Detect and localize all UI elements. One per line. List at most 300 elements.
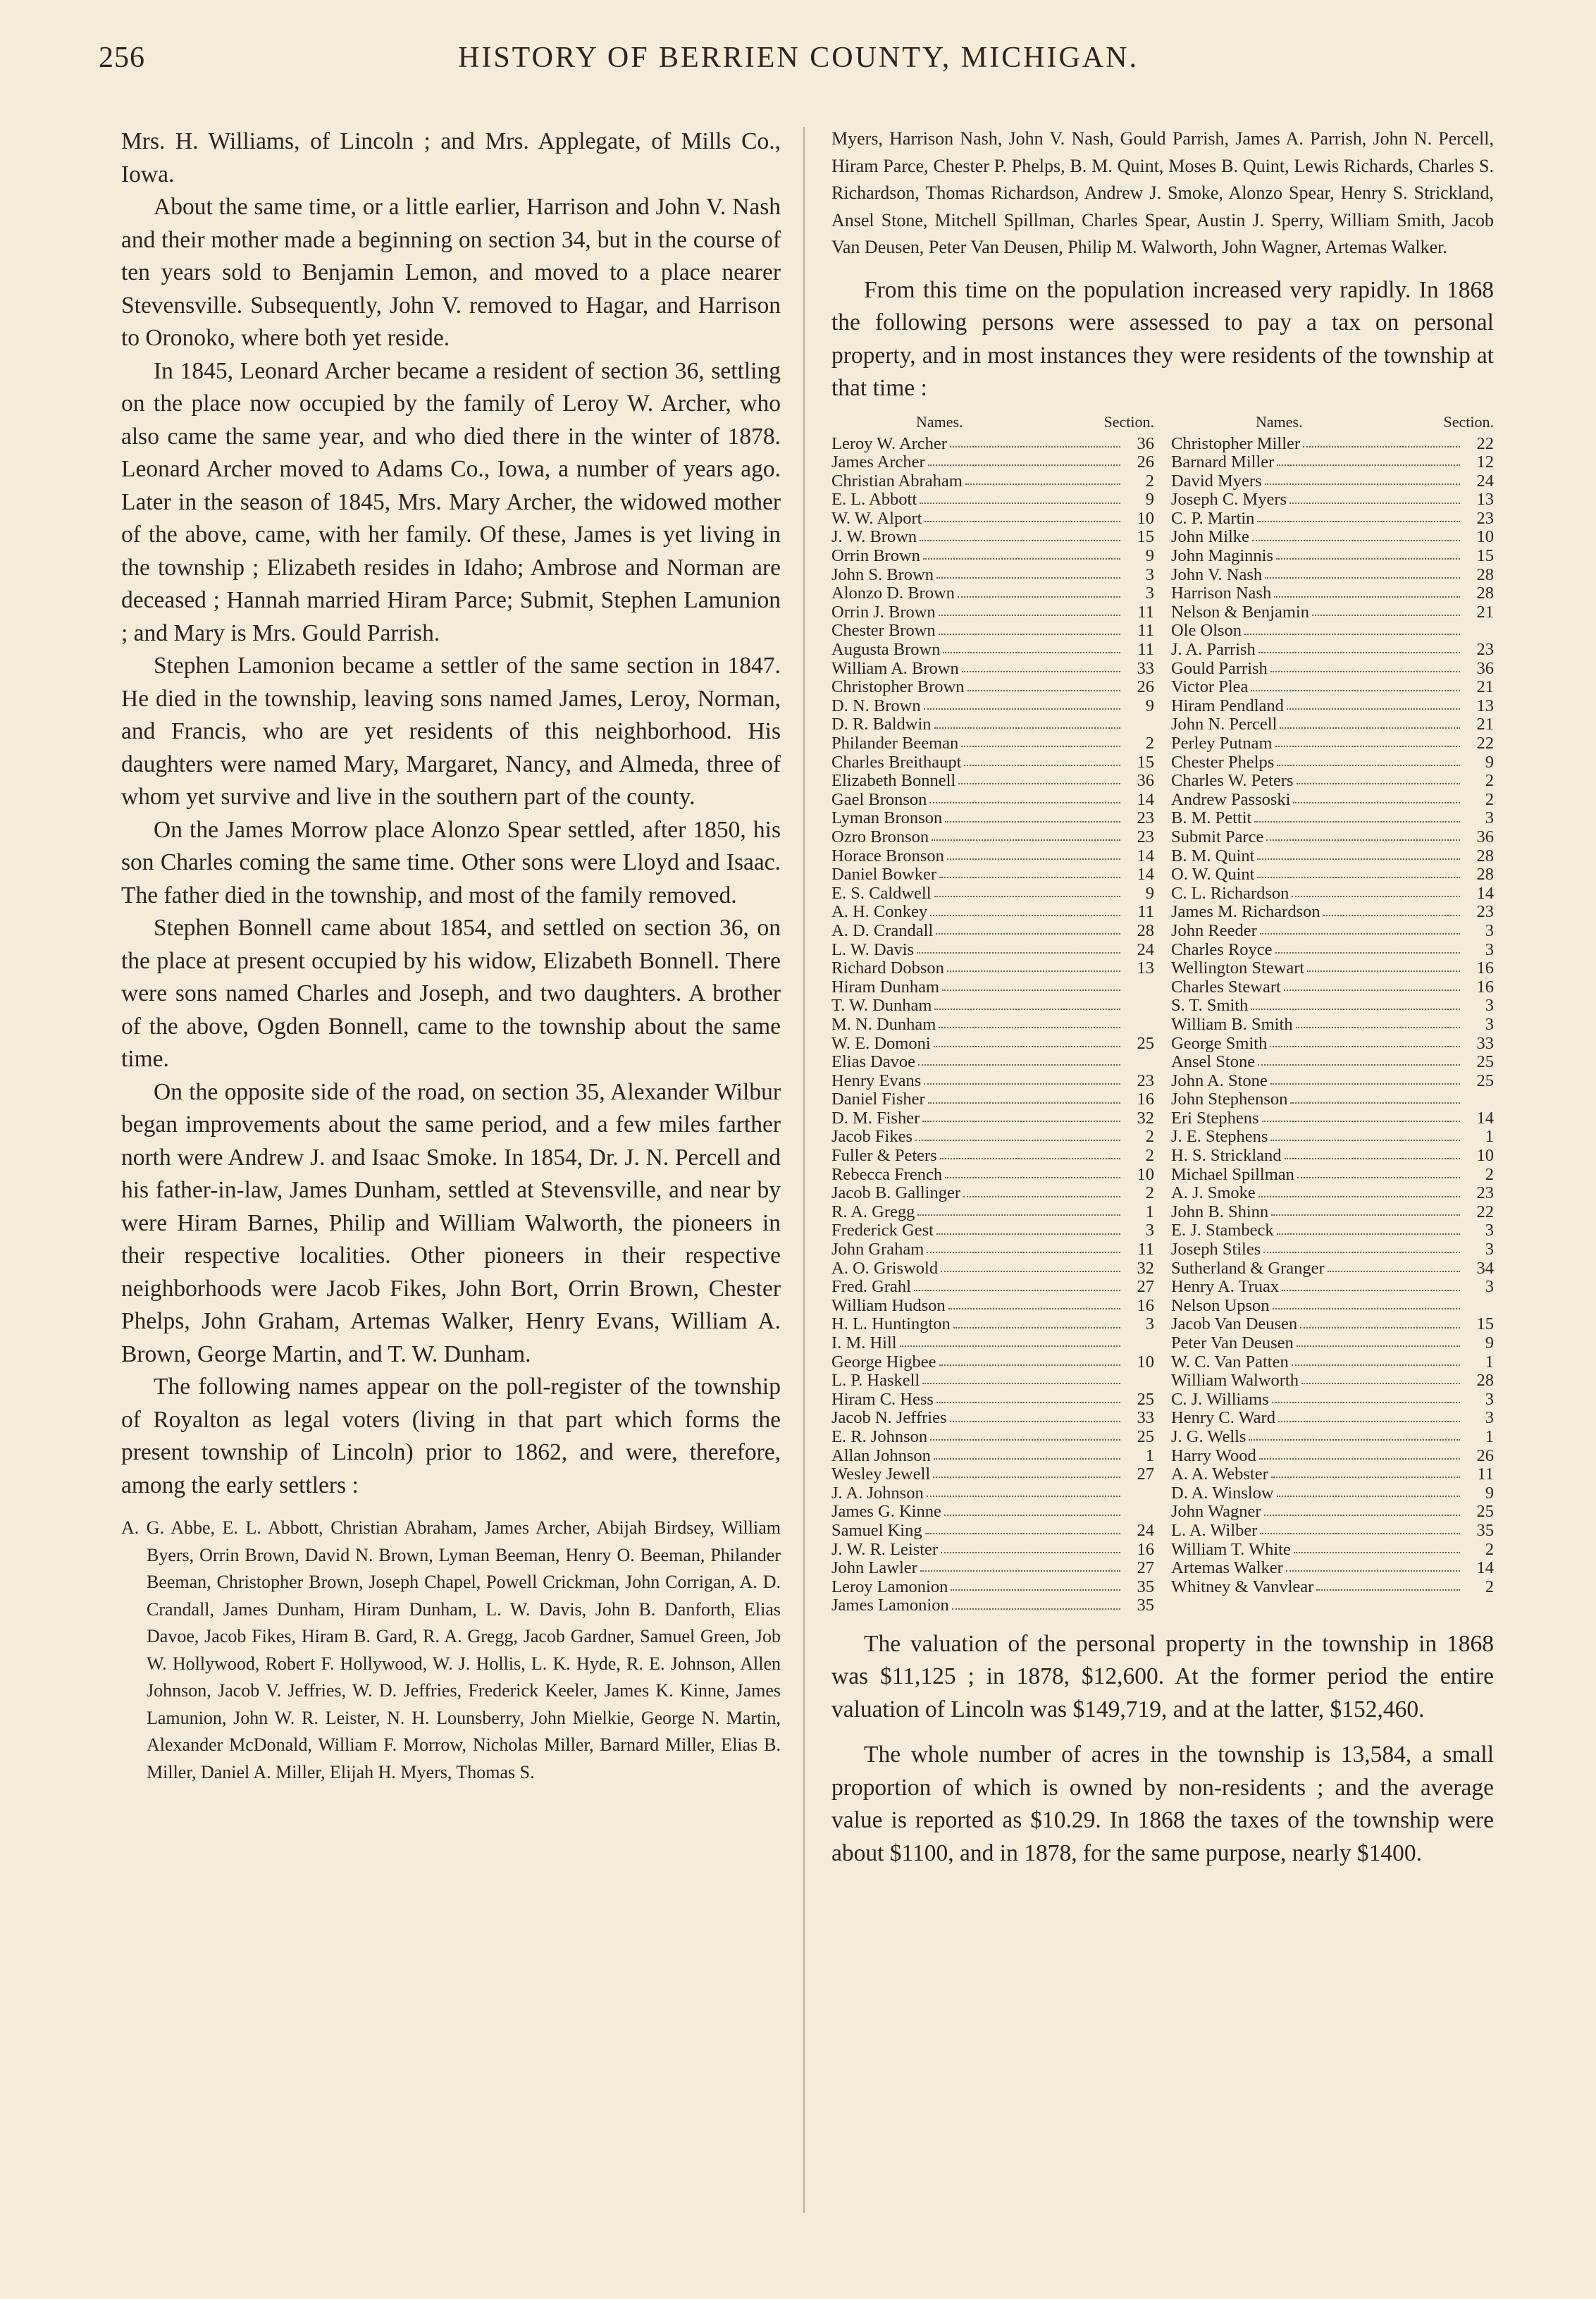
section-number: 2 [1485,789,1494,809]
section-number: 10 [1137,508,1154,528]
leader-dots [920,1570,1120,1572]
paragraph: The whole number of acres in the township is 13,584, a small proportion of which is owned by non-residents ; and the average value is reported as $10.29. In 1868 the taxes of the township were about $1100, and in 1878, for the same purpose, nearly $1400. [831,1742,1494,1866]
leader-dots [936,577,1120,579]
table-column-right [1171,411,1494,1615]
table-row [831,1221,1154,1240]
table-row [831,1072,1154,1091]
resident-name: William T. White [1171,1539,1291,1559]
table-row [831,1353,1154,1372]
leader-dots [930,1439,1120,1441]
leader-dots [1262,1121,1460,1122]
section-number: 33 [1137,658,1154,678]
section-number: 14 [1476,883,1494,903]
section-number: 16 [1476,977,1494,997]
resident-name: Charles Royce [1171,939,1273,959]
table-row [831,959,1154,978]
leader-dots [940,1158,1120,1159]
section-number: 10 [1137,1164,1154,1184]
resident-name: Artemas Walker [1171,1558,1283,1578]
resident-name: A. H. Conkey [831,902,928,922]
leader-dots [915,1140,1120,1141]
section-number: 28 [1476,1371,1494,1391]
leader-dots [945,1177,1120,1178]
resident-name: Frederick Gest [831,1221,934,1240]
table-row [1171,1240,1494,1259]
leader-dots [1271,1214,1460,1216]
resident-name: Horace Bronson [831,846,944,865]
resident-name: T. W. Dunham [831,996,932,1016]
table-row [831,528,1154,547]
section-number: 3 [1485,1014,1494,1034]
table-row [1171,959,1494,978]
leader-dots [928,1102,1120,1104]
section-number: 2 [1145,1127,1154,1147]
table-row [831,566,1154,585]
section-number: 9 [1145,490,1154,510]
leader-dots [917,1214,1120,1216]
table-row [831,1541,1154,1560]
resident-name: Hiram C. Hess [831,1389,934,1409]
tax-assessment-table [831,411,1494,1615]
paragraph: On the opposite side of the road, on section 35, Alexander Wilbur began improvements about the same period, and a few miles farther north were Andrew J. and Isaac Smoke. In 1854, Dr. J. N. Percell and his father-in-law, James Dunham, settled at Stevensville, and near by were Hiram Barnes, Philip and William Walworth, the pioneers in their respective localities. Other pioneers in their respective neighborhoods were Jacob Fikes, John Bort, Orrin Brown, Chester Phelps, John Graham, Artemas Walker, Henry Evans, William A. Brown, George Martin, and T. W. Dunham. [121,1078,781,1367]
section-number: 36 [1476,658,1494,678]
resident-name: Fred. Grahl [831,1277,911,1297]
section-number: 15 [1476,546,1494,566]
resident-name: William B. Smith [1171,1014,1293,1034]
resident-name: C. L. Richardson [1171,883,1289,903]
leader-dots [914,1290,1120,1291]
leader-dots [1260,1533,1460,1534]
leader-dots [1257,521,1460,522]
section-number: 16 [1137,1090,1154,1109]
resident-name: Henry C. Ward [1171,1408,1275,1428]
leader-dots [1292,1364,1460,1366]
leader-dots [934,727,1120,729]
leader-dots [943,652,1120,653]
leader-dots [922,1383,1120,1384]
resident-name: Daniel Bowker [831,865,936,885]
table-row [1171,547,1494,566]
resident-name: Alonzo D. Brown [831,584,955,603]
table-row [1171,641,1494,660]
resident-name: Perley Putnam [1171,734,1273,753]
leader-dots [924,1083,1120,1085]
leader-dots [1270,1046,1460,1047]
resident-name: Gould Parrish [1171,658,1268,678]
section-number: 33 [1476,1033,1494,1053]
page-header [0,41,1596,83]
leader-dots [1264,1515,1460,1516]
resident-name: A. O. Griswold [831,1258,939,1278]
table-row [1171,1128,1494,1147]
resident-name: J. A. Johnson [831,1483,924,1503]
resident-name: George Smith [1171,1033,1268,1053]
table-row [1171,1016,1494,1035]
leader-dots [1273,1308,1460,1309]
leader-dots [1258,1064,1460,1066]
resident-name: Wesley Jewell [831,1465,931,1484]
section-number: 23 [1476,1183,1494,1203]
table-row [831,734,1154,753]
table-row [831,1391,1154,1410]
resident-name: E. J. Stambeck [1171,1221,1274,1240]
running-title: HISTORY OF BERRIEN COUNTY, MICHIGAN. [458,42,1139,74]
leader-dots [1286,1570,1460,1572]
table-row [1171,1109,1494,1128]
resident-name: William Hudson [831,1295,946,1315]
leader-dots [934,1009,1120,1010]
table-row [1171,584,1494,603]
section-number: 23 [1137,1071,1154,1090]
table-row [1171,603,1494,622]
table-row [831,1484,1154,1503]
leader-dots [941,1271,1120,1272]
leader-dots [923,558,1120,560]
resident-name: A. J. Smoke [1171,1183,1256,1203]
leader-dots [1274,596,1460,598]
table-row [1171,734,1494,753]
header-names: Names. [916,412,963,431]
paragraph: Stephen Bonnell came about 1854, and settled on section 36, on the place at present occupied by his widow, Elizabeth Bonnell. There were sons named Charles and Joseph, and two daughters. A brother of the above, Ogden Bonnell, came to the township about the same time. [121,915,781,1072]
leader-dots [1263,1252,1460,1253]
section-number: 14 [1137,846,1154,865]
resident-name: L. P. Haskell [831,1371,920,1391]
leader-dots [1275,746,1460,747]
leader-dots [939,615,1120,616]
section-number: 36 [1137,771,1154,791]
section-number: 11 [1137,640,1154,660]
section-number: 27 [1137,1558,1154,1578]
resident-name: William A. Brown [831,658,959,678]
resident-name: Orrin Brown [831,546,920,566]
resident-name: Elizabeth Bonnell [831,771,956,791]
section-number: 9 [1485,1333,1494,1352]
section-number: 2 [1485,1577,1494,1596]
table-row [831,1334,1154,1353]
leader-dots [1328,1271,1460,1272]
resident-name: Leroy W. Archer [831,433,947,453]
leader-dots [1297,1345,1460,1347]
table-row [831,1184,1154,1203]
table-row [831,1428,1154,1447]
section-number: 23 [1476,508,1494,528]
leader-dots [962,671,1120,672]
section-number: 24 [1476,471,1494,491]
resident-name: Charles W. Peters [1171,771,1294,791]
table-row [1171,1278,1494,1297]
table-row [1171,1315,1494,1334]
resident-name: Samuel King [831,1520,922,1540]
table-row [1171,1090,1494,1109]
resident-name: J. A. Parrish [1171,640,1256,660]
leader-dots [939,1364,1120,1366]
section-number: 3 [1485,1389,1494,1409]
resident-name: W. C. Van Patten [1171,1352,1289,1372]
leader-dots [922,1121,1120,1122]
table-row [831,1035,1154,1054]
resident-name: H. L. Huntington [831,1314,951,1334]
resident-name: J. G. Wells [1171,1426,1247,1446]
table-row [831,622,1154,641]
leader-dots [1271,1477,1460,1478]
section-number: 16 [1476,959,1494,978]
leader-dots [944,1515,1120,1516]
resident-name: Christopher Brown [831,677,965,697]
resident-name: James Archer [831,452,925,472]
table-row [1171,997,1494,1016]
section-number: 13 [1476,490,1494,510]
leader-dots [934,896,1120,897]
section-number: 32 [1137,1108,1154,1128]
leader-dots [927,1252,1120,1253]
resident-name: Andrew Passoski [1171,789,1291,809]
resident-name: George Higbee [831,1352,936,1372]
table-row [831,1203,1154,1222]
resident-name: W. W. Alport [831,508,922,528]
leader-dots [1254,821,1460,822]
leader-dots [1265,577,1460,579]
leader-dots [945,821,1120,822]
table-row [1171,622,1494,641]
resident-name: Rebecca French [831,1164,943,1184]
section-number: 22 [1476,433,1494,453]
resident-name: Charles Stewart [1171,977,1281,997]
table-row [1171,1259,1494,1278]
leader-dots [951,1589,1120,1591]
resident-name: Submit Parce [1171,827,1264,846]
table-rows [1171,435,1494,1597]
section-number: 16 [1137,1539,1154,1559]
leader-dots [941,1552,1120,1553]
leader-dots [1249,1439,1460,1441]
leader-dots [1277,1496,1460,1497]
section-number: 13 [1476,696,1494,715]
leader-dots [917,952,1120,954]
resident-name: Augusta Brown [831,640,941,660]
section-number: 2 [1485,771,1494,791]
leader-dots [927,1496,1120,1497]
table-row [831,1109,1154,1128]
leader-dots [939,877,1120,878]
section-number: 3 [1485,996,1494,1016]
section-number: 9 [1485,1483,1494,1503]
resident-name: I. M. Hill [831,1333,897,1352]
table-row [831,1372,1154,1391]
leader-dots [936,1402,1120,1403]
table-row [1171,1428,1494,1447]
resident-name: Barnard Miller [1171,452,1275,472]
leader-dots [1251,1009,1460,1010]
voter-list: A. G. Abbe, E. L. Abbott, Christian Abraham, James Archer, Abijah Birdsey, William Byers, Orrin Brown, David N. Brown, Lyman Beeman, Henry O. Beeman, Philander Beeman, Christopher Brown, Joseph Chapel, Powell Crickman, John Corrigan, A. D. Crandall, James Dunham, Hiram Dunham, L. W. Davis, John B. Danforth, Elias Davoe, Jacob Fikes, Hiram B. Gard, R. A. Gregg, Jacob Gardner, Samuel Green, Job W. Hollywood, Robert F. Hollywood, W. J. Hollis, L. K. Hyde, R. E. Johnson, Allen Johnson, Jacob V. Jeffries, W. D. Jeffries, Frederick Keeler, James K. Kinne, James Lamunion, John W. R. Leister, N. H. Lounsberry, John Mielkie, George N. Martin, Alexander McDonald, William F. Morrow, Nicholas Miller, Barnard Miller, Elias B. Miller, Daniel A. Miller, Elijah H. Myers, Thomas S. [121,1517,781,1782]
table-row [831,1596,1154,1615]
resident-name: Whitney & Vanvlear [1171,1577,1314,1596]
leader-dots [920,540,1120,541]
section-number: 28 [1476,865,1494,885]
resident-name: James Lamonion [831,1596,949,1615]
table-column-left [831,411,1154,1615]
table-row [831,1315,1154,1334]
resident-name: A. D. Crandall [831,920,934,940]
section-number: 3 [1145,584,1154,603]
table-row [831,491,1154,510]
resident-name: Joseph C. Myers [1171,490,1287,510]
resident-name: Elias Davoe [831,1052,916,1072]
leader-dots [964,765,1120,766]
leader-dots [1287,708,1460,710]
leader-dots [932,839,1120,841]
resident-name: D. R. Baldwin [831,715,932,734]
resident-name: H. S. Strickland [1171,1146,1282,1166]
leader-dots [929,802,1120,803]
section-number: 21 [1476,677,1494,697]
leader-dots [953,1327,1120,1329]
right-column [831,125,1494,1870]
table-row [831,1522,1154,1541]
voter-list-continued: Myers, Harrison Nash, John V. Nash, Gould Parrish, James A. Parrish, John N. Percell, Hiram Parce, Chester P. Phelps, B. M. Quint, Moses B. Quint, Lewis Richards, Charles S. Richardson, Thomas Richardson, Andrew J. Smoke, Alonzo Spear, Henry S. Strickland, Ansel Stone, Mitchell Spillman, Charles Spear, Austin J. Sperry, William Smith, Jacob Van Deusen, Peter Van Deusen, Philip M. Walworth, John Wagner, Artemas Walker. [831,128,1494,257]
section-number: 27 [1137,1465,1154,1484]
table-row [831,978,1154,997]
resident-name: Christian Abraham [831,471,963,491]
section-number: 23 [1137,808,1154,828]
resident-name: Ole Olson [1171,621,1242,641]
table-row [831,1465,1154,1484]
section-number: 28 [1137,920,1154,940]
section-number: 11 [1137,602,1154,622]
leader-dots [1307,970,1460,972]
section-number: 11 [1137,621,1154,641]
resident-name: Hiram Pendland [1171,696,1284,715]
header-names: Names. [1256,412,1303,431]
section-number: 15 [1476,1314,1494,1334]
resident-name: Jacob B. Gallinger [831,1183,961,1203]
resident-name: M. N. Dunham [831,1014,936,1034]
resident-name: John V. Nash [1171,565,1263,584]
leader-dots [952,1608,1120,1610]
leader-dots [963,1196,1120,1197]
table-row [1171,772,1494,791]
resident-name: Lyman Bronson [831,808,943,828]
table-row [831,678,1154,697]
section-number: 1 [1485,1352,1494,1372]
resident-name: C. P. Martin [1171,508,1255,528]
resident-name: Fuller & Peters [831,1146,937,1166]
section-number: 3 [1485,1240,1494,1259]
table-row [1171,660,1494,679]
table-row [1171,1578,1494,1597]
table-row [1171,885,1494,904]
leader-dots [1276,558,1460,560]
paragraph: Stephen Lamonion became a settler of the same section in 1847. He died in the township, leaving sons named James, Leroy, Norman, and Francis, who are yet residents of this neighborhood. His daughters were named Mary, Margaret, Nancy, and Almeda, three of whom yet survive and live in the southern part of the county. [121,653,781,810]
section-number: 23 [1476,640,1494,660]
resident-name: Gael Bronson [831,789,927,809]
resident-name: Daniel Fisher [831,1090,925,1109]
resident-name: Harry Wood [1171,1446,1256,1465]
resident-name: J. E. Stephens [1171,1127,1268,1147]
resident-name: E. L. Abbott [831,490,917,510]
table-row [1171,1072,1494,1091]
table-row [831,1090,1154,1109]
section-number: 25 [1137,1426,1154,1446]
table-row [1171,847,1494,866]
resident-name: Richard Dobson [831,959,944,978]
resident-name: Harrison Nash [1171,584,1272,603]
leader-dots [1297,1177,1460,1178]
section-number: 2 [1145,734,1154,753]
leader-dots [1259,1458,1460,1460]
leader-dots [1312,615,1460,616]
table-row [831,697,1154,716]
leader-dots [1297,783,1460,784]
table-row [1171,978,1494,997]
section-number: 3 [1485,920,1494,940]
table-row [1171,697,1494,716]
section-number: 23 [1476,902,1494,922]
section-number: 14 [1137,789,1154,809]
table-row [831,885,1154,904]
resident-name: L. A. Wilber [1171,1520,1258,1540]
leader-dots [1323,915,1460,916]
leader-dots [936,1233,1120,1235]
section-number: 21 [1476,715,1494,734]
table-row [1171,491,1494,510]
leader-dots [1280,727,1460,729]
resident-name: Christopher Miller [1171,433,1301,453]
section-number: 9 [1145,883,1154,903]
section-number: 25 [1476,1502,1494,1522]
table-row [1171,791,1494,810]
resident-name: John Milke [1171,527,1249,547]
table-row [1171,1297,1494,1316]
resident-name: David Myers [1171,471,1262,491]
table-row [1171,941,1494,960]
section-number: 28 [1476,846,1494,865]
table-row [1171,1053,1494,1072]
leader-dots [1301,1383,1460,1384]
section-number: 28 [1476,565,1494,584]
table-row [831,847,1154,866]
resident-name: Jacob Fikes [831,1127,913,1147]
resident-name: D. M. Fisher [831,1108,920,1128]
leader-dots [1292,896,1460,897]
section-number: 3 [1485,808,1494,828]
section-number: 33 [1137,1408,1154,1428]
leader-dots [1257,877,1460,878]
table-row [831,1166,1154,1185]
section-number: 26 [1137,452,1154,472]
resident-name: S. T. Smith [1171,996,1249,1016]
paragraph: Mrs. H. Williams, of Lincoln ; and Mrs. Applegate, of Mills Co., Iowa. [121,128,781,187]
leader-dots [947,970,1120,972]
resident-name: Charles Breithaupt [831,752,962,772]
table-row [831,453,1154,472]
table-row [1171,1391,1494,1410]
table-row [1171,1541,1494,1560]
table-row [1171,1147,1494,1166]
page-number: 256 [99,42,145,74]
resident-name: Peter Van Deusen [1171,1333,1294,1352]
section-number: 21 [1476,602,1494,622]
resident-name: Chester Phelps [1171,752,1275,772]
resident-name: Victor Plea [1171,677,1249,697]
table-row [1171,453,1494,472]
table-row [831,1578,1154,1597]
leader-dots [948,1308,1120,1309]
leader-dots [1258,1196,1460,1197]
leader-dots [900,1345,1120,1347]
resident-name: Henry A. Truax [1171,1277,1280,1297]
section-number: 2 [1145,1183,1154,1203]
leader-dots [1265,483,1460,485]
